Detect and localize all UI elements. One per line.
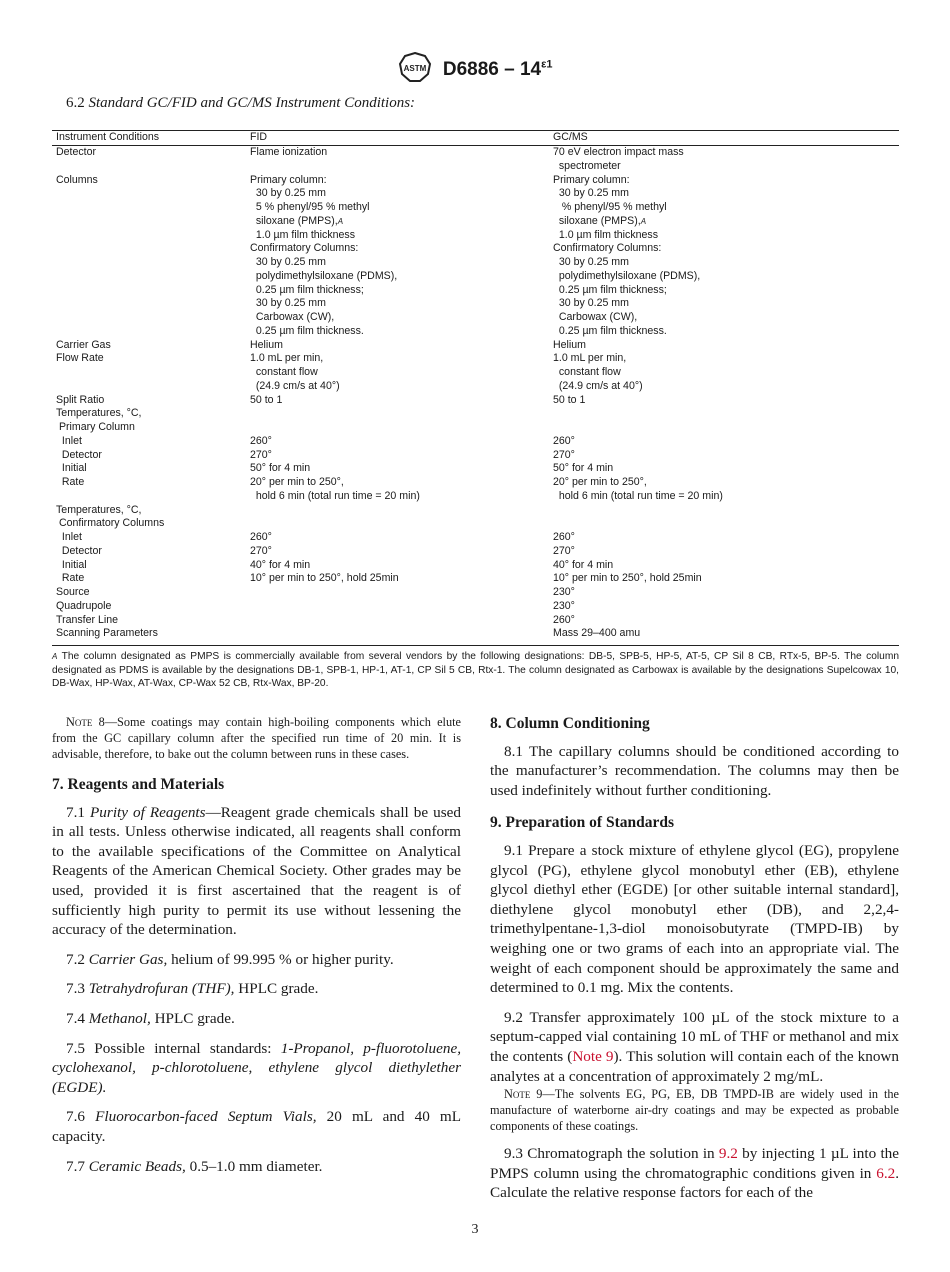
table-cell: Columns: [56, 173, 98, 186]
note-9-link[interactable]: Note 9: [572, 1047, 614, 1065]
section-7-heading: 7. Reagents and Materials: [52, 776, 225, 793]
table-cell: constant flow: [553, 366, 621, 378]
table-cell: % phenyl/95 % methyl: [553, 201, 667, 213]
table-cell: Carrier Gas: [56, 338, 111, 351]
para-8-1: 8.1 The capillary columns should be conditioned according to the manufacturer’s recommendation. The columns may then be used indefinitely without further conditioning.: [490, 742, 899, 799]
table-cell: 260°: [553, 613, 575, 626]
table-cell: 1.0 mL per min,: [553, 352, 627, 365]
table-row: [52, 146, 899, 160]
table-row: [52, 311, 899, 325]
table-row: [52, 339, 899, 353]
table-row: [52, 270, 899, 284]
table-cell: Primary column:: [250, 173, 327, 186]
table-body: [52, 146, 899, 641]
table-cell: 50 to 1: [553, 393, 586, 406]
table-cell: (24.9 cm/s at 40°): [553, 379, 643, 392]
para-7-7: 7.7 Ceramic Beads, 0.5–1.0 mm diameter.: [66, 1157, 323, 1175]
instrument-conditions-table: [52, 130, 899, 646]
table-cell: Detector: [56, 146, 97, 158]
table-cell: Helium: [553, 338, 586, 351]
table-cell: 270°: [250, 448, 272, 461]
table-cell: siloxane (PMPS),$^A$: [553, 214, 647, 227]
table-cell: 30 by 0.25 mm: [553, 187, 629, 200]
para-7-4: 7.4 Methanol, HPLC grade.: [66, 1009, 235, 1027]
table-cell: (24.9 cm/s at 40°): [250, 379, 340, 392]
table-cell: siloxane (PMPS),$^A$: [250, 214, 344, 227]
table-cell: Temperatures, °C,: [56, 407, 142, 420]
table-row: [52, 600, 899, 614]
table-cell: Initial: [56, 558, 87, 571]
table-row: [52, 545, 899, 559]
table-cell: polydimethylsiloxane (PDMS),: [553, 269, 701, 282]
table-cell: Inlet: [56, 531, 82, 543]
table-bottom-rule: [52, 645, 899, 646]
footnote-marker: A: [52, 652, 58, 661]
table-cell: 20° per min to 250°,: [250, 476, 344, 488]
table-row: [52, 380, 899, 394]
designation-superscript: ε1: [541, 58, 553, 71]
table-cell: Mass 29–400 amu: [553, 627, 641, 640]
table-row: [52, 490, 899, 504]
table-row: [52, 462, 899, 476]
para-7-1: 7.1 Purity of Reagents—Reagent grade chemicals shall be used in all tests. Unless otherwise indicated, all reagents shall conform to the available specifications of the Committee on Analytical Reagents of the American Chemical Society. Other grades may be used, provided it is first ascertained that the reagent is of sufficiently high purity to permit its use without lessening the accuracy of the determination.: [52, 803, 462, 939]
table-cell: 260°: [250, 531, 272, 543]
table-row: [52, 215, 899, 229]
table-row: [52, 394, 899, 408]
right-column: [490, 714, 899, 1203]
para-7-5: 7.5 Possible internal standards: 1-Propanol, p-fluorotoluene, cyclohexanol, p-chlorotoluene, ethylene glycol diethylether (EGDE).: [52, 1039, 462, 1096]
left-column: [52, 714, 461, 1176]
table-cell: Source: [56, 586, 90, 598]
table-cell: Temperatures, °C,: [56, 503, 142, 516]
table-cell: 50° for 4 min: [553, 462, 614, 475]
table-cell: 10° per min to 250°, hold 25min: [250, 572, 399, 585]
table-cell: 30 by 0.25 mm: [250, 187, 326, 200]
table-cell: 270°: [553, 448, 575, 461]
table-row: [52, 559, 899, 573]
table-row: [52, 407, 899, 421]
table-cell: Transfer Line: [56, 613, 119, 626]
table-row: [52, 187, 899, 201]
table-cell: Carbowax (CW),: [553, 311, 638, 323]
header-cell: FID: [250, 131, 268, 143]
table-cell: Detector: [56, 448, 102, 461]
table-cell: 1.0 µm film thickness: [250, 228, 356, 241]
table-cell: polydimethylsiloxane (PDMS),: [250, 269, 398, 282]
table-row: [52, 504, 899, 518]
table-row: [52, 449, 899, 463]
table-cell: Flame ionization: [250, 146, 328, 158]
header-cell: Instrument Conditions: [56, 131, 160, 143]
table-row: [52, 160, 899, 174]
para-9-3: 9.3 Chromatograph the solution in 9.2 by injecting 1 µL into the PMPS column using the chromatographic conditions given in 6.2. Calculate the relative response factors for each of the: [490, 1145, 899, 1202]
table-row: [52, 627, 899, 641]
table-cell: 5 % phenyl/95 % methyl: [250, 201, 370, 213]
para-7-2: 7.2 Carrier Gas, helium of 99.995 % or higher purity.: [66, 950, 394, 968]
table-cell: 30 by 0.25 mm: [250, 256, 326, 268]
section-6-2-heading: 6.2 Standard GC/FID and GC/MS Instrument Conditions:: [66, 95, 416, 111]
table-cell: Helium: [250, 338, 283, 351]
table-row: [52, 352, 899, 366]
table-row: [52, 517, 899, 531]
para-9-1: 9.1 Prepare a stock mixture of ethylene glycol (EG), propylene glycol (PG), ethylene glycol monobutyl ether (EB), ethylene glycol diethyl ether (EGDE) [or other suitable internal standard], diethylene glycol monobutyl ether (DB), and 2,2,4-trimethylpentane-1,3-diol monoisobutyrate (TMPD-IB) by weighing one or two grams of each into an appropriate vial. The weight of each component should be approximately the same and determined to 0.1 mg. Mix the contents.: [490, 841, 899, 997]
table-cell: 270°: [553, 544, 575, 557]
table-cell: 1.0 µm film thickness: [553, 228, 659, 241]
header-cell: GC/MS: [553, 131, 588, 143]
table-cell: hold 6 min (total run time = 20 min): [553, 489, 723, 502]
table-cell: 0.25 µm film thickness;: [250, 283, 364, 296]
table-row: [52, 256, 899, 270]
designation: D6886 – 14: [442, 59, 542, 81]
table-cell: 30 by 0.25 mm: [553, 256, 629, 268]
table-row: [52, 242, 899, 256]
table-cell: 270°: [250, 544, 272, 557]
table-cell: 70 eV electron impact mass: [553, 146, 684, 158]
footnote-text: The column designated as PMPS is commercially available from several vendors by the following designations: DB-5, SPB-5, HP-5, AT-5, CP Sil 8 CB, RTx-5, BP-5. The column designated as PDMS is available by the designations DB-1, SPB-1, HP-1, AT-1, CP Sil 5 CB, Rtx-1. The column designated as Carbowax is available by the designations Supelcowax 10, DB-Wax, HP-Wax, AT-Wax, CP-Wax 52 CB, Rtx-Wax, BP-20.: [52, 651, 899, 690]
table-row: [52, 229, 899, 243]
page-number: 3: [471, 1222, 479, 1237]
table-cell: Carbowax (CW),: [250, 311, 335, 323]
note-9: Note 9—The solvents EG, PG, EB, DB TMPD-IB are widely used in the manufacture of waterborne air-dry coatings and may be expected as probable components of these coatings.: [490, 1087, 899, 1134]
table-cell: Detector: [56, 544, 102, 557]
table-row: [52, 476, 899, 490]
table-cell: 50 to 1: [250, 393, 283, 406]
para-9-2: 9.2 Transfer approximately 100 µL of the stock mixture to a septum-capped vial containing 10 mL of THF or methanol and mix the contents (Note 9). This solution will contain each of the known analytes at a concentration of approximately 2 mg/mL.: [490, 1008, 899, 1085]
table-cell: 0.25 µm film thickness.: [250, 324, 364, 337]
table-cell: Split Ratio: [56, 393, 105, 406]
table-cell: 260°: [553, 531, 575, 543]
astm-logo-icon: [398, 52, 432, 88]
table-row: [52, 614, 899, 628]
table-cell: Rate: [56, 476, 85, 488]
table-row: [52, 174, 899, 188]
para-7-6: 7.6 Fluorocarbon-faced Septum Vials, 20 mL and 40 mL capacity.: [52, 1108, 462, 1145]
table-cell: Primary Column: [56, 421, 135, 433]
table-row: [52, 421, 899, 435]
note-8: Note 8—Some coatings may contain high-boiling components which elute from the GC capillary column after the specified run time of 20 min. It is advisable, therefore, to bake out the column between runs in these cases.: [52, 715, 461, 761]
table-cell: Confirmatory Columns:: [250, 242, 359, 255]
table-cell: 1.0 mL per min,: [250, 352, 324, 365]
table-cell: hold 6 min (total run time = 20 min): [250, 489, 420, 502]
table-row: [52, 284, 899, 298]
svg-text:ASTM: ASTM: [403, 64, 426, 73]
table-cell: 30 by 0.25 mm: [250, 297, 326, 310]
table-row: [52, 297, 899, 311]
table-cell: 260°: [250, 434, 272, 447]
table-row: [52, 325, 899, 339]
table-row: [52, 572, 899, 586]
table-cell: Rate: [56, 572, 85, 585]
section-8-heading: 8. Column Conditioning: [490, 715, 650, 732]
table-cell: spectrometer: [553, 159, 621, 172]
table-cell: 20° per min to 250°,: [553, 476, 647, 488]
section-6-2-link[interactable]: 6.2: [876, 1164, 896, 1182]
table-cell: Initial: [56, 462, 87, 475]
table-cell: 10° per min to 250°, hold 25min: [553, 572, 702, 585]
table-cell: 230°: [553, 586, 575, 598]
table-cell: 30 by 0.25 mm: [553, 297, 629, 310]
table-footnote: [52, 650, 899, 691]
section-6-2-title: Standard GC/FID and GC/MS Instrument Conditions:: [88, 95, 416, 111]
table-cell: Confirmatory Columns:: [553, 242, 662, 255]
section-9-heading: 9. Preparation of Standards: [490, 814, 675, 832]
table-cell: Flow Rate: [56, 352, 104, 365]
table-row: [52, 586, 899, 600]
table-cell: Confirmatory Columns: [56, 517, 165, 530]
page-header: [0, 52, 950, 88]
table-cell: 230°: [553, 599, 575, 612]
table-cell: constant flow: [250, 366, 318, 378]
table-row: [52, 366, 899, 380]
section-9-2-link[interactable]: 9.2: [718, 1145, 738, 1163]
table-cell: Inlet: [56, 434, 82, 447]
para-7-3: 7.3 Tetrahydrofuran (THF), HPLC grade.: [66, 980, 319, 998]
table-cell: Scanning Parameters: [56, 627, 158, 640]
table-cell: 0.25 µm film thickness.: [553, 324, 667, 337]
table-cell: 40° for 4 min: [553, 558, 614, 571]
table-cell: 50° for 4 min: [250, 462, 311, 475]
table-cell: 40° for 4 min: [250, 558, 311, 571]
table-cell: 0.25 µm film thickness;: [553, 283, 667, 296]
table-cell: Quadrupole: [56, 599, 112, 612]
table-cell: 260°: [553, 434, 575, 447]
table-row: [52, 201, 899, 215]
table-header-row: [52, 131, 899, 145]
table-cell: Primary column:: [553, 173, 630, 186]
table-row: [52, 531, 899, 545]
table-row: [52, 435, 899, 449]
